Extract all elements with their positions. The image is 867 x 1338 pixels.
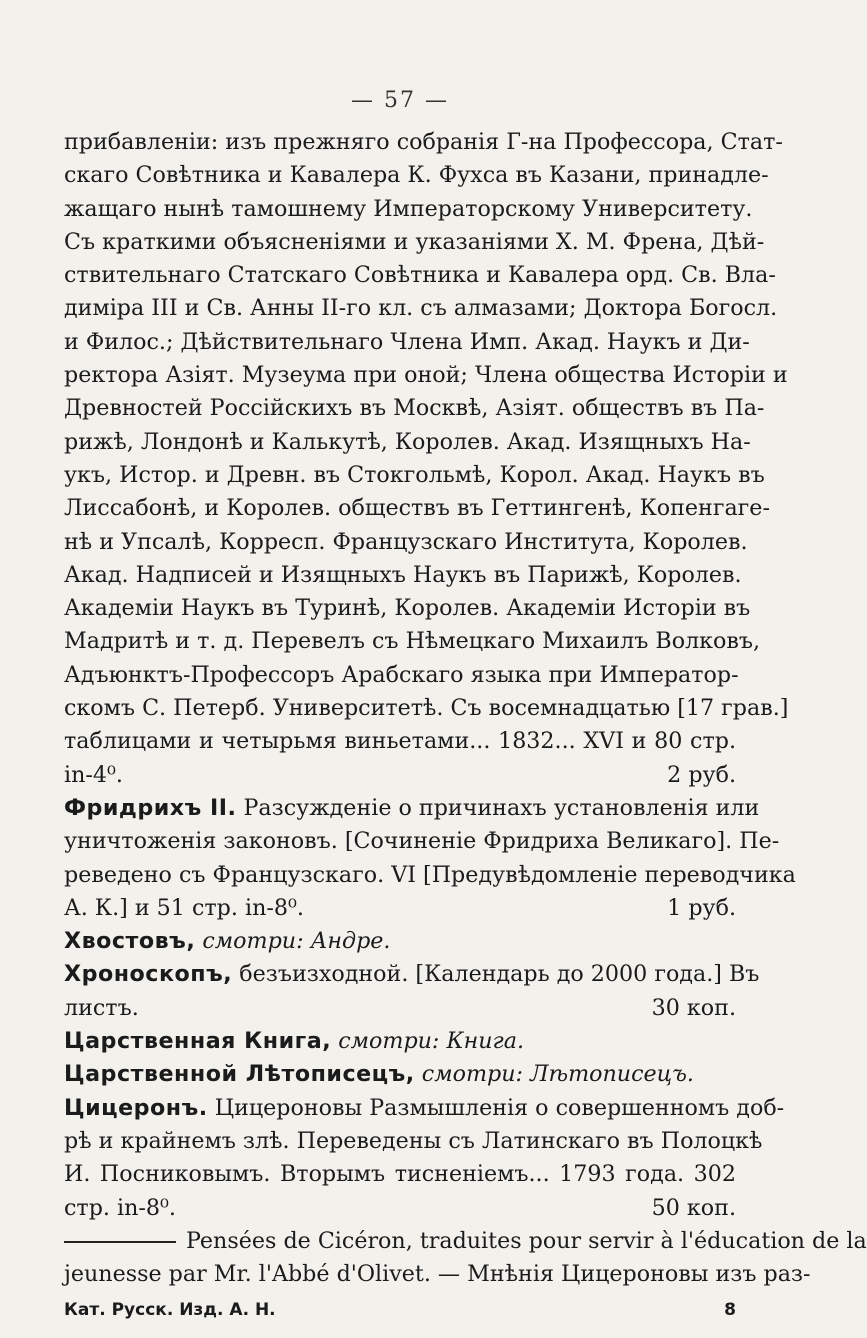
cross-reference: смотри: Книга. <box>338 1028 525 1055</box>
entry-text: безъизходной. [Календарь до 2000 года.] Въ <box>239 961 760 988</box>
text-line: скаго Совѣтника и Кавалера К. Фухса въ Казани, принадле- <box>64 162 769 189</box>
entry-text: Разсужденіе о причинахъ установленія или <box>243 794 760 821</box>
signature-footer <box>64 1300 736 1320</box>
signature-number: 8 <box>724 1300 736 1320</box>
text-line: реведено съ Французскаго. VI [Предувѣдомленіе переводчика <box>64 861 796 888</box>
catalog-entry <box>64 792 760 825</box>
text-line <box>64 992 736 1025</box>
entry-heading: Царственная Книга, <box>64 1028 332 1055</box>
entry-text: Цицероновы Размышленія о совершенномъ доб- <box>214 1094 785 1121</box>
entry-heading: Фридрихъ II. <box>64 794 237 821</box>
text-line: уничтоженія законовъ. [Сочиненіе Фридриха Великаго]. Пе- <box>64 828 780 855</box>
text-line: Лиссабонѣ, и Королев. обществъ въ Геттингенѣ, Копенгаге- <box>64 495 770 522</box>
catalog-entry <box>64 958 760 991</box>
text-line <box>64 759 736 792</box>
text-line: Мадритѣ и т. д. Перевелъ съ Нѣмецкаго Михаилъ Волковъ, <box>64 628 761 655</box>
text-line: рижѣ, Лондонѣ и Калькутѣ, Королев. Акад. Изящныхъ На- <box>64 428 751 455</box>
text-line: Съ краткими объясненіями и указаніями Х. М. Френа, Дѣй- <box>64 228 765 255</box>
entry-heading: Хвостовъ, <box>64 928 196 955</box>
price: 1 руб. <box>667 894 736 921</box>
footer-imprint: Кат. Русск. Изд. А. Н. <box>64 1300 276 1320</box>
text-line <box>64 1192 736 1225</box>
text-line: диміра III и Св. Анны II-го кл. съ алмазами; Доктора Богосл. <box>64 295 778 322</box>
text-line <box>64 892 736 925</box>
text-line: скомъ С. Петерб. Университетѣ. Съ восемнадцатью [17 грав.] <box>64 695 789 722</box>
catalog-entry <box>64 925 736 958</box>
text-line: таблицами и четырьмя виньетами... 1832... XVI и 80 стр. <box>64 728 736 755</box>
text-line: жащаго нынѣ тамошнему Императорскому Университету. <box>64 195 753 222</box>
text-line: Академіи Наукъ въ Туринѣ, Королев. Академіи Исторіи въ <box>64 595 751 622</box>
catalog-entry <box>64 1092 785 1125</box>
catalog-entry <box>64 1025 736 1058</box>
entry-heading: Царственной Лѣтописецъ, <box>64 1061 415 1088</box>
price: 30 коп. <box>651 994 736 1021</box>
page-number: — 57 — <box>351 88 449 113</box>
text-line: Адъюнктъ-Профессоръ Арабскаго языка при Император- <box>64 661 739 688</box>
page-body <box>64 126 867 1291</box>
entry-heading: Цицеронъ. <box>64 1094 208 1121</box>
catalog-entry <box>64 1058 736 1091</box>
text-line: укъ, Истор. и Древн. въ Стокгольмѣ, Корол. Акад. Наукъ въ <box>64 461 765 488</box>
catalog-entry <box>64 1225 867 1258</box>
text-line: ректора Азіят. Музеума при оной; Члена общества Исторіи и <box>64 362 788 389</box>
text-line: ствительнаго Статскаго Совѣтника и Кавалера орд. Св. Вла- <box>64 262 776 289</box>
repeat-dash <box>64 1241 176 1243</box>
cross-reference: смотри: Лѣтописецъ. <box>421 1061 694 1088</box>
price: 50 коп. <box>651 1194 736 1221</box>
text-line: и Филос.; Дѣйствительнаго Члена Имп. Акад. Наукъ и Ди- <box>64 328 750 355</box>
entry-text: А. К.] и 51 стр. in-8⁰. <box>64 894 304 921</box>
text-line: jeunesse par Mr. l'Abbé d'Olivet. — Мнѣнія Цицероновы изъ раз- <box>64 1261 811 1288</box>
price: 2 руб. <box>667 761 736 788</box>
entry-text: Pensées de Cicéron, traduites pour servir à l'éducation de la <box>186 1227 867 1254</box>
entry-text: листъ. <box>64 994 139 1021</box>
text-line: прибавленіи: изъ прежняго собранія Г-на Профессора, Стат- <box>64 129 783 155</box>
format-note: in-4⁰. <box>64 761 123 788</box>
text-line: И. Посниковымъ. Вторымъ тисненіемъ... 1793 года. 302 <box>64 1161 736 1188</box>
text-line: Акад. Надписей и Изящныхъ Наукъ въ Парижѣ, Королев. <box>64 561 742 588</box>
entry-text: стр. in-8⁰. <box>64 1194 176 1221</box>
cross-reference: смотри: Андре. <box>202 928 391 955</box>
text-line: рѣ и крайнемъ злѣ. Переведены съ Латинскаго въ Полоцкѣ <box>64 1127 763 1154</box>
entry-heading: Хроноскопъ, <box>64 961 233 988</box>
text-line: Древностей Россійскихъ въ Москвѣ, Азіят. обществъ въ Па- <box>64 395 765 422</box>
text-line: нѣ и Упсалѣ, Корресп. Французскаго Института, Королев. <box>64 528 748 555</box>
